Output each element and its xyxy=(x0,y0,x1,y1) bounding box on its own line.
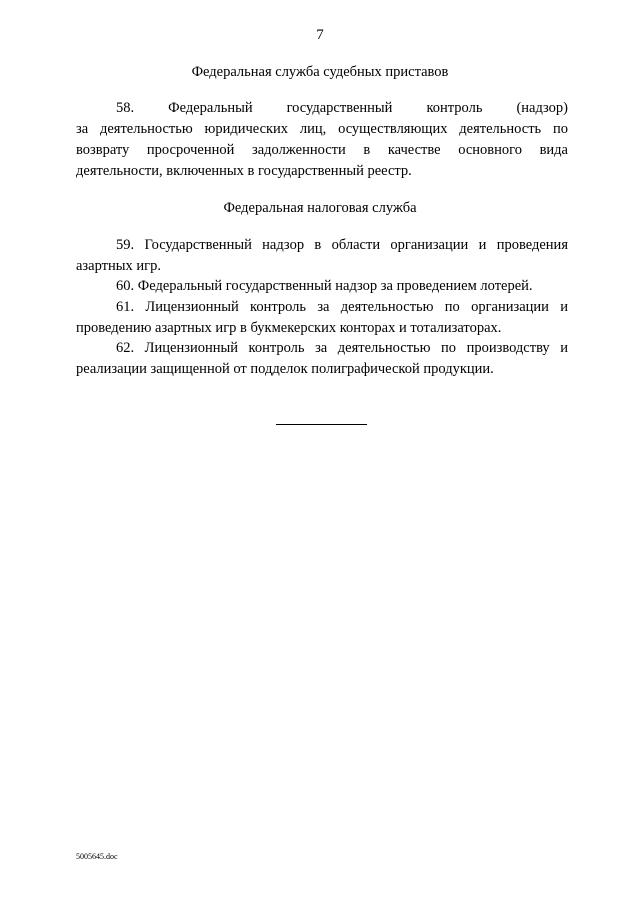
section-title-fns: Федеральная налоговая служба xyxy=(223,200,417,216)
paragraph-62: 62. Лицензионный контроль за деятельностью по производству и реализации защищенной от подделок полиграфической продукции. xyxy=(76,340,568,377)
section-title-fssp: Федеральная служба судебных приставов xyxy=(191,64,449,80)
page-number: 7 xyxy=(316,27,324,43)
paragraph-60: 60. Федеральный государственный надзор за проведением лотерей. xyxy=(116,278,533,294)
paragraph-61: 61. Лицензионный контроль за деятельностью по организации и проведению азартных игр в букмекерских конторах и тотализаторах. xyxy=(76,299,568,336)
paragraph-59: 59. Государственный надзор в области организации и проведения азартных игр. xyxy=(76,237,568,274)
footer-filename: 5005645.doc xyxy=(76,852,118,861)
end-divider xyxy=(276,424,367,425)
paragraph-58-rest: за деятельностью юридических лиц, осуществляющих деятельность по возврату просроченной задолженности в качестве основного вида деятельности, включенных в государственный реестр. xyxy=(76,121,568,179)
paragraph-58-line1: 58. Федеральный государственный контроль (надзор) xyxy=(116,100,568,116)
